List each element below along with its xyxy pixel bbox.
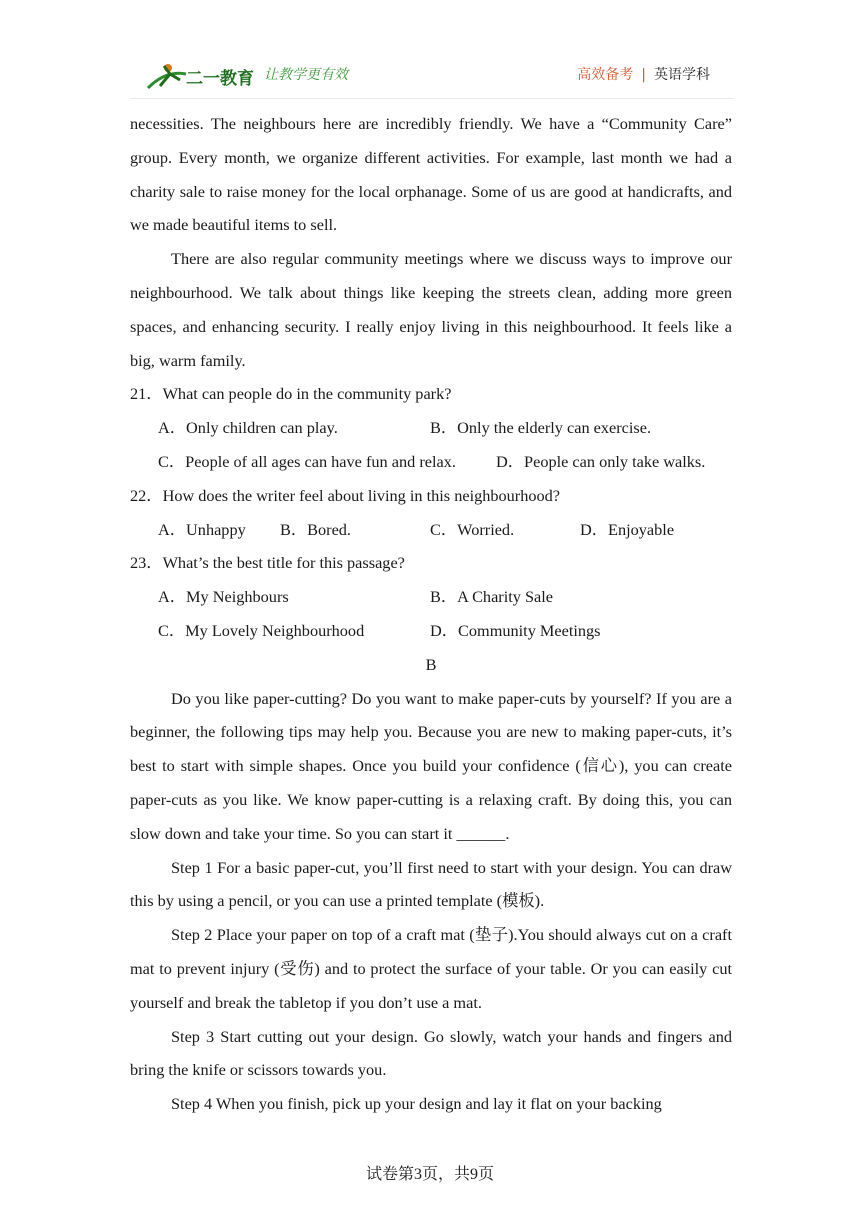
options-row [130,513,732,547]
paragraph: There are also regular community meetings where we discuss ways to improve our neighbourhood. We talk about things like keeping the streets clean, adding more green spaces, and enhancing security. I really enjoy living in this neighbourhood. It feels like a big, warm family. [130,249,732,370]
header-subject-label: 英语学科 [654,67,710,83]
option: B．A Charity Sale [430,587,554,607]
header-subject [577,64,710,84]
options-row [130,411,732,445]
paragraph: Step 3 Start cutting out your design. Go slowly, watch your hands and fingers and bring the knife or scissors towards you. [130,1026,732,1080]
document-body [130,107,732,1121]
options-row [130,580,732,614]
option: C．Worried. [430,519,515,539]
paragraph: Do you like paper-cutting? Do you want to make paper-cuts by yourself? If you are a beginner, the following tips may help you. Because you are new to making paper-cuts, it’s best to start with simple shapes. Once you build your confidence (信心), you can create paper-cuts as you like. We know paper-cutting is a relaxing craft. By doing this, you can slow down and take your time. So you can start it ______. [130,688,732,843]
option: B．Only the elderly can exercise. [430,418,652,438]
option: A．Only children can play. [158,418,338,438]
page-header [0,0,860,100]
logo-icon [146,60,256,92]
option: C．People of all ages can have fun and relax. [158,451,456,471]
option: D．People can only take walks. [496,451,706,471]
option: D．Community Meetings [430,620,601,640]
option: C．My Lovely Neighbourhood [158,620,365,640]
section-heading: B [425,654,437,674]
question-stem: 22．How does the writer feel about living in this neighbourhood? [130,485,561,505]
header-divider [130,98,734,99]
paragraph: Step 4 When you finish, pick up your design and lay it flat on your backing [171,1094,662,1114]
options-row [130,614,732,648]
paragraph: Step 1 For a basic paper-cut, you’ll first need to start with your design. You can draw this by using a pencil, or you can use a printed template (模板). [130,857,732,911]
option: D．Enjoyable [580,519,675,539]
page-footer: 试卷第3页，共9页 [365,1166,494,1183]
option: A．My Neighbours [158,587,289,607]
header-tag: 高效备考 [577,67,634,83]
question-stem: 21．What can people do in the community park? [130,384,452,404]
paragraph: necessities. The neighbours here are incredibly friendly. We have a “Community Care” group. Every month, we organize different activities. For example, last month we had a charity sale to raise money for the local orphanage. Some of us are good at handicrafts, and we made beautiful items to sell. [130,114,732,235]
options-row [130,445,732,479]
question-stem: 23．What’s the best title for this passage? [130,553,405,573]
header-separator: | [641,67,646,83]
option: B．Bored. [280,519,352,539]
logo-text: 二一教育 [186,69,254,89]
paragraph: Step 2 Place your paper on top of a craft mat (垫子).You should always cut on a craft mat to prevent injury (受伤) and to protect the surface of your table. Or you can easily cut yourself and break the tabletop if you don’t use a mat. [130,925,732,1012]
slogan: 让教学更有效 [264,67,348,83]
option: A．Unhappy [158,519,246,539]
